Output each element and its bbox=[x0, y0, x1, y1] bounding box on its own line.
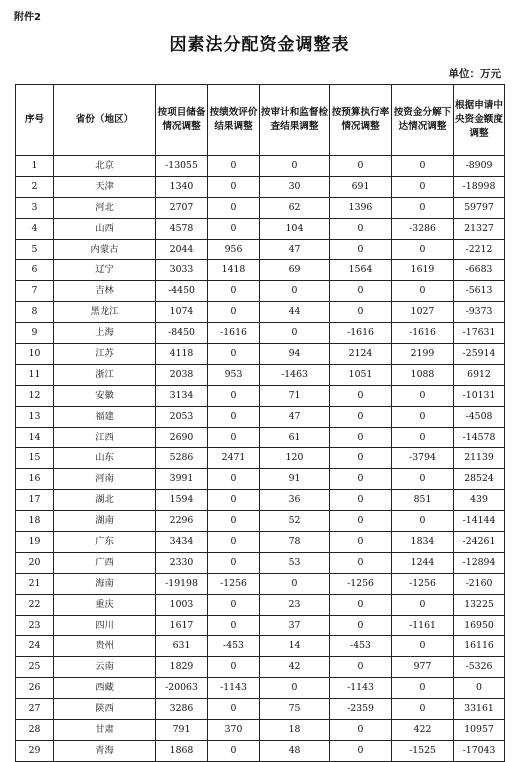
cell-audit: 0 bbox=[260, 281, 330, 302]
cell-province: 安徽 bbox=[54, 385, 156, 406]
cell-audit: 61 bbox=[260, 427, 330, 448]
cell-central-funds: -14144 bbox=[454, 511, 505, 532]
cell-audit: 53 bbox=[260, 552, 330, 573]
cell-province: 湖南 bbox=[54, 511, 156, 532]
cell-performance: 0 bbox=[208, 740, 260, 761]
cell-project-reserve: 3134 bbox=[156, 385, 208, 406]
cell-performance: -453 bbox=[208, 636, 260, 657]
header-performance: 按绩效评价结果调整 bbox=[208, 85, 260, 156]
cell-budget-execution: 691 bbox=[330, 176, 392, 197]
cell-budget-execution: 0 bbox=[330, 594, 392, 615]
cell-performance: -1143 bbox=[208, 678, 260, 699]
cell-performance: 0 bbox=[208, 197, 260, 218]
cell-performance: 0 bbox=[208, 615, 260, 636]
cell-central-funds: 10957 bbox=[454, 720, 505, 741]
cell-central-funds: -6683 bbox=[454, 260, 505, 281]
cell-budget-execution: 0 bbox=[330, 427, 392, 448]
cell-index: 29 bbox=[16, 740, 54, 761]
table-row bbox=[16, 720, 505, 741]
cell-fund-allocation: 1244 bbox=[392, 552, 454, 573]
header-row bbox=[16, 85, 505, 156]
cell-province: 上海 bbox=[54, 323, 156, 344]
cell-province: 山西 bbox=[54, 218, 156, 239]
cell-budget-execution: 0 bbox=[330, 490, 392, 511]
cell-audit: 71 bbox=[260, 385, 330, 406]
cell-central-funds: 16950 bbox=[454, 615, 505, 636]
cell-fund-allocation: 0 bbox=[392, 239, 454, 260]
cell-audit: 0 bbox=[260, 678, 330, 699]
cell-performance: 956 bbox=[208, 239, 260, 260]
cell-fund-allocation: 1834 bbox=[392, 532, 454, 553]
cell-central-funds: -18998 bbox=[454, 176, 505, 197]
cell-index: 13 bbox=[16, 406, 54, 427]
cell-province: 海南 bbox=[54, 573, 156, 594]
table-row bbox=[16, 156, 505, 177]
cell-index: 25 bbox=[16, 657, 54, 678]
cell-audit: 48 bbox=[260, 740, 330, 761]
cell-audit: -1463 bbox=[260, 364, 330, 385]
cell-budget-execution: -2359 bbox=[330, 699, 392, 720]
table-row bbox=[16, 615, 505, 636]
cell-fund-allocation: 0 bbox=[392, 385, 454, 406]
cell-province: 内蒙古 bbox=[54, 239, 156, 260]
cell-fund-allocation: 0 bbox=[392, 511, 454, 532]
cell-performance: 953 bbox=[208, 364, 260, 385]
cell-budget-execution: -453 bbox=[330, 636, 392, 657]
cell-audit: 0 bbox=[260, 156, 330, 177]
cell-central-funds: 21327 bbox=[454, 218, 505, 239]
cell-budget-execution: 2124 bbox=[330, 344, 392, 365]
cell-fund-allocation: 977 bbox=[392, 657, 454, 678]
cell-audit: 52 bbox=[260, 511, 330, 532]
cell-performance: 0 bbox=[208, 511, 260, 532]
table-row bbox=[16, 197, 505, 218]
cell-fund-allocation: 0 bbox=[392, 678, 454, 699]
cell-audit: 0 bbox=[260, 573, 330, 594]
cell-project-reserve: -20063 bbox=[156, 678, 208, 699]
cell-province: 重庆 bbox=[54, 594, 156, 615]
cell-audit: 91 bbox=[260, 469, 330, 490]
cell-index: 14 bbox=[16, 427, 54, 448]
cell-index: 17 bbox=[16, 490, 54, 511]
cell-central-funds: 59797 bbox=[454, 197, 505, 218]
header-central-funds: 根据申请中央资金额度调整 bbox=[454, 85, 505, 156]
table-row bbox=[16, 511, 505, 532]
cell-fund-allocation: 1619 bbox=[392, 260, 454, 281]
table-row bbox=[16, 636, 505, 657]
cell-fund-allocation: -3286 bbox=[392, 218, 454, 239]
cell-central-funds: 33161 bbox=[454, 699, 505, 720]
cell-audit: 120 bbox=[260, 448, 330, 469]
cell-budget-execution: 1396 bbox=[330, 197, 392, 218]
table-row bbox=[16, 427, 505, 448]
table-row bbox=[16, 573, 505, 594]
cell-province: 甘肃 bbox=[54, 720, 156, 741]
cell-central-funds: -25914 bbox=[454, 344, 505, 365]
cell-central-funds: -10131 bbox=[454, 385, 505, 406]
cell-project-reserve: 1003 bbox=[156, 594, 208, 615]
table-row bbox=[16, 469, 505, 490]
cell-audit: 104 bbox=[260, 218, 330, 239]
table-row bbox=[16, 323, 505, 344]
cell-fund-allocation: 1088 bbox=[392, 364, 454, 385]
cell-audit: 37 bbox=[260, 615, 330, 636]
cell-performance: 0 bbox=[208, 699, 260, 720]
cell-project-reserve: 2044 bbox=[156, 239, 208, 260]
cell-audit: 44 bbox=[260, 302, 330, 323]
cell-fund-allocation: 0 bbox=[392, 281, 454, 302]
cell-project-reserve: -4450 bbox=[156, 281, 208, 302]
cell-index: 21 bbox=[16, 573, 54, 594]
cell-province: 吉林 bbox=[54, 281, 156, 302]
table-row bbox=[16, 281, 505, 302]
header-budget-execution: 按预算执行率情况调整 bbox=[330, 85, 392, 156]
cell-fund-allocation: 2199 bbox=[392, 344, 454, 365]
cell-central-funds: 21139 bbox=[454, 448, 505, 469]
cell-project-reserve: -13055 bbox=[156, 156, 208, 177]
cell-index: 2 bbox=[16, 176, 54, 197]
cell-index: 22 bbox=[16, 594, 54, 615]
cell-central-funds: 16116 bbox=[454, 636, 505, 657]
cell-audit: 36 bbox=[260, 490, 330, 511]
cell-central-funds: 13225 bbox=[454, 594, 505, 615]
cell-index: 7 bbox=[16, 281, 54, 302]
cell-budget-execution: 0 bbox=[330, 469, 392, 490]
table-row bbox=[16, 218, 505, 239]
cell-budget-execution: 0 bbox=[330, 615, 392, 636]
header-fund-allocation: 按资金分解下达情况调整 bbox=[392, 85, 454, 156]
cell-index: 6 bbox=[16, 260, 54, 281]
cell-province: 陕西 bbox=[54, 699, 156, 720]
cell-index: 15 bbox=[16, 448, 54, 469]
table-row bbox=[16, 344, 505, 365]
cell-central-funds: -5613 bbox=[454, 281, 505, 302]
cell-index: 16 bbox=[16, 469, 54, 490]
cell-province: 山东 bbox=[54, 448, 156, 469]
cell-central-funds: -5326 bbox=[454, 657, 505, 678]
cell-province: 江苏 bbox=[54, 344, 156, 365]
cell-index: 18 bbox=[16, 511, 54, 532]
header-project-reserve: 按项目储备情况调整 bbox=[156, 85, 208, 156]
cell-performance: 0 bbox=[208, 552, 260, 573]
cell-project-reserve: 1617 bbox=[156, 615, 208, 636]
cell-fund-allocation: -1161 bbox=[392, 615, 454, 636]
cell-budget-execution: 0 bbox=[330, 740, 392, 761]
cell-index: 20 bbox=[16, 552, 54, 573]
cell-central-funds: -24261 bbox=[454, 532, 505, 553]
cell-audit: 14 bbox=[260, 636, 330, 657]
cell-budget-execution: -1143 bbox=[330, 678, 392, 699]
cell-performance: 0 bbox=[208, 344, 260, 365]
cell-province: 江西 bbox=[54, 427, 156, 448]
cell-index: 8 bbox=[16, 302, 54, 323]
cell-budget-execution: 0 bbox=[330, 657, 392, 678]
cell-fund-allocation: 0 bbox=[392, 406, 454, 427]
cell-audit: 42 bbox=[260, 657, 330, 678]
cell-budget-execution: 0 bbox=[330, 720, 392, 741]
cell-province: 广东 bbox=[54, 532, 156, 553]
table-row bbox=[16, 490, 505, 511]
table-row bbox=[16, 239, 505, 260]
cell-project-reserve: 1074 bbox=[156, 302, 208, 323]
cell-audit: 62 bbox=[260, 197, 330, 218]
cell-index: 28 bbox=[16, 720, 54, 741]
cell-project-reserve: -8450 bbox=[156, 323, 208, 344]
page-title: 因素法分配资金调整表 bbox=[169, 35, 350, 55]
cell-central-funds: -8909 bbox=[454, 156, 505, 177]
cell-performance: 0 bbox=[208, 532, 260, 553]
cell-project-reserve: 3286 bbox=[156, 699, 208, 720]
cell-audit: 30 bbox=[260, 176, 330, 197]
cell-audit: 69 bbox=[260, 260, 330, 281]
cell-fund-allocation: -3794 bbox=[392, 448, 454, 469]
cell-performance: -1616 bbox=[208, 323, 260, 344]
cell-central-funds: -17631 bbox=[454, 323, 505, 344]
cell-province: 湖北 bbox=[54, 490, 156, 511]
cell-audit: 23 bbox=[260, 594, 330, 615]
table-row bbox=[16, 406, 505, 427]
cell-fund-allocation: -1256 bbox=[392, 573, 454, 594]
cell-budget-execution: 0 bbox=[330, 239, 392, 260]
cell-province: 四川 bbox=[54, 615, 156, 636]
cell-province: 浙江 bbox=[54, 364, 156, 385]
cell-index: 9 bbox=[16, 323, 54, 344]
cell-budget-execution: 0 bbox=[330, 532, 392, 553]
cell-fund-allocation: 1027 bbox=[392, 302, 454, 323]
cell-budget-execution: 0 bbox=[330, 406, 392, 427]
cell-audit: 47 bbox=[260, 239, 330, 260]
cell-index: 19 bbox=[16, 532, 54, 553]
cell-province: 黑龙江 bbox=[54, 302, 156, 323]
cell-fund-allocation: 0 bbox=[392, 427, 454, 448]
cell-project-reserve: 2296 bbox=[156, 511, 208, 532]
table-row bbox=[16, 678, 505, 699]
cell-index: 12 bbox=[16, 385, 54, 406]
cell-province: 天津 bbox=[54, 176, 156, 197]
attachment-label: 附件2 bbox=[14, 12, 41, 23]
table-row bbox=[16, 364, 505, 385]
cell-index: 10 bbox=[16, 344, 54, 365]
cell-audit: 78 bbox=[260, 532, 330, 553]
cell-audit: 18 bbox=[260, 720, 330, 741]
unit-label: 单位：万元 bbox=[448, 68, 501, 80]
cell-fund-allocation: -1616 bbox=[392, 323, 454, 344]
cell-province: 广西 bbox=[54, 552, 156, 573]
cell-performance: 1418 bbox=[208, 260, 260, 281]
cell-project-reserve: 1594 bbox=[156, 490, 208, 511]
cell-budget-execution: 0 bbox=[330, 302, 392, 323]
cell-project-reserve: 4578 bbox=[156, 218, 208, 239]
cell-province: 河南 bbox=[54, 469, 156, 490]
cell-central-funds: -2212 bbox=[454, 239, 505, 260]
cell-performance: 0 bbox=[208, 385, 260, 406]
table-row bbox=[16, 260, 505, 281]
cell-project-reserve: 2053 bbox=[156, 406, 208, 427]
cell-province: 河北 bbox=[54, 197, 156, 218]
cell-fund-allocation: 0 bbox=[392, 197, 454, 218]
cell-budget-execution: 0 bbox=[330, 218, 392, 239]
cell-index: 23 bbox=[16, 615, 54, 636]
cell-central-funds: 0 bbox=[454, 678, 505, 699]
cell-performance: 0 bbox=[208, 427, 260, 448]
cell-audit: 94 bbox=[260, 344, 330, 365]
cell-performance: 0 bbox=[208, 176, 260, 197]
cell-central-funds: 28524 bbox=[454, 469, 505, 490]
adjustment-table bbox=[15, 84, 505, 762]
cell-audit: 0 bbox=[260, 323, 330, 344]
cell-project-reserve: 5286 bbox=[156, 448, 208, 469]
cell-performance: 0 bbox=[208, 156, 260, 177]
cell-province: 青海 bbox=[54, 740, 156, 761]
table-row bbox=[16, 532, 505, 553]
table-row bbox=[16, 302, 505, 323]
cell-index: 27 bbox=[16, 699, 54, 720]
cell-budget-execution: 0 bbox=[330, 552, 392, 573]
cell-performance: 0 bbox=[208, 302, 260, 323]
cell-province: 福建 bbox=[54, 406, 156, 427]
cell-audit: 75 bbox=[260, 699, 330, 720]
table-row bbox=[16, 657, 505, 678]
cell-index: 11 bbox=[16, 364, 54, 385]
cell-project-reserve: 2330 bbox=[156, 552, 208, 573]
cell-province: 辽宁 bbox=[54, 260, 156, 281]
cell-budget-execution: 0 bbox=[330, 385, 392, 406]
cell-fund-allocation: 0 bbox=[392, 156, 454, 177]
cell-project-reserve: 2707 bbox=[156, 197, 208, 218]
cell-fund-allocation: 422 bbox=[392, 720, 454, 741]
cell-performance: 0 bbox=[208, 218, 260, 239]
cell-central-funds: -2160 bbox=[454, 573, 505, 594]
cell-central-funds: 6912 bbox=[454, 364, 505, 385]
cell-budget-execution: 1564 bbox=[330, 260, 392, 281]
cell-performance: 0 bbox=[208, 594, 260, 615]
cell-project-reserve: -19198 bbox=[156, 573, 208, 594]
cell-central-funds: -12894 bbox=[454, 552, 505, 573]
table-row bbox=[16, 448, 505, 469]
cell-project-reserve: 3991 bbox=[156, 469, 208, 490]
cell-fund-allocation: 0 bbox=[392, 176, 454, 197]
cell-central-funds: -4508 bbox=[454, 406, 505, 427]
cell-fund-allocation: 0 bbox=[392, 636, 454, 657]
cell-project-reserve: 1340 bbox=[156, 176, 208, 197]
cell-fund-allocation: -1525 bbox=[392, 740, 454, 761]
cell-performance: 370 bbox=[208, 720, 260, 741]
cell-performance: 0 bbox=[208, 281, 260, 302]
table-row bbox=[16, 740, 505, 761]
cell-budget-execution: 1051 bbox=[330, 364, 392, 385]
cell-project-reserve: 2690 bbox=[156, 427, 208, 448]
cell-project-reserve: 1868 bbox=[156, 740, 208, 761]
cell-province: 北京 bbox=[54, 156, 156, 177]
cell-project-reserve: 2038 bbox=[156, 364, 208, 385]
cell-index: 24 bbox=[16, 636, 54, 657]
cell-province: 西藏 bbox=[54, 678, 156, 699]
cell-budget-execution: 0 bbox=[330, 156, 392, 177]
cell-budget-execution: 0 bbox=[330, 448, 392, 469]
cell-performance: 0 bbox=[208, 490, 260, 511]
cell-province: 云南 bbox=[54, 657, 156, 678]
cell-budget-execution: 0 bbox=[330, 511, 392, 532]
cell-fund-allocation: 851 bbox=[392, 490, 454, 511]
cell-project-reserve: 3033 bbox=[156, 260, 208, 281]
cell-central-funds: -17043 bbox=[454, 740, 505, 761]
cell-index: 4 bbox=[16, 218, 54, 239]
cell-project-reserve: 3434 bbox=[156, 532, 208, 553]
cell-central-funds: -9373 bbox=[454, 302, 505, 323]
header-audit: 按审计和监督检查结果调整 bbox=[260, 85, 330, 156]
cell-fund-allocation: 0 bbox=[392, 594, 454, 615]
header-province: 省份（地区） bbox=[54, 85, 156, 156]
table-row bbox=[16, 552, 505, 573]
table-row bbox=[16, 594, 505, 615]
table-row bbox=[16, 699, 505, 720]
cell-fund-allocation: 0 bbox=[392, 699, 454, 720]
cell-performance: 2471 bbox=[208, 448, 260, 469]
cell-performance: -1256 bbox=[208, 573, 260, 594]
cell-performance: 0 bbox=[208, 469, 260, 490]
cell-budget-execution: 0 bbox=[330, 281, 392, 302]
cell-province: 贵州 bbox=[54, 636, 156, 657]
cell-index: 3 bbox=[16, 197, 54, 218]
cell-index: 5 bbox=[16, 239, 54, 260]
cell-index: 1 bbox=[16, 156, 54, 177]
header-index: 序号 bbox=[16, 85, 54, 156]
cell-fund-allocation: 0 bbox=[392, 469, 454, 490]
cell-performance: 0 bbox=[208, 406, 260, 427]
cell-project-reserve: 631 bbox=[156, 636, 208, 657]
cell-audit: 47 bbox=[260, 406, 330, 427]
cell-project-reserve: 4118 bbox=[156, 344, 208, 365]
cell-project-reserve: 791 bbox=[156, 720, 208, 741]
table-body bbox=[16, 156, 505, 762]
cell-central-funds: -14578 bbox=[454, 427, 505, 448]
table-row bbox=[16, 176, 505, 197]
cell-index: 26 bbox=[16, 678, 54, 699]
table-row bbox=[16, 385, 505, 406]
cell-budget-execution: -1616 bbox=[330, 323, 392, 344]
cell-performance: 0 bbox=[208, 657, 260, 678]
cell-project-reserve: 1829 bbox=[156, 657, 208, 678]
cell-central-funds: 439 bbox=[454, 490, 505, 511]
cell-budget-execution: -1256 bbox=[330, 573, 392, 594]
